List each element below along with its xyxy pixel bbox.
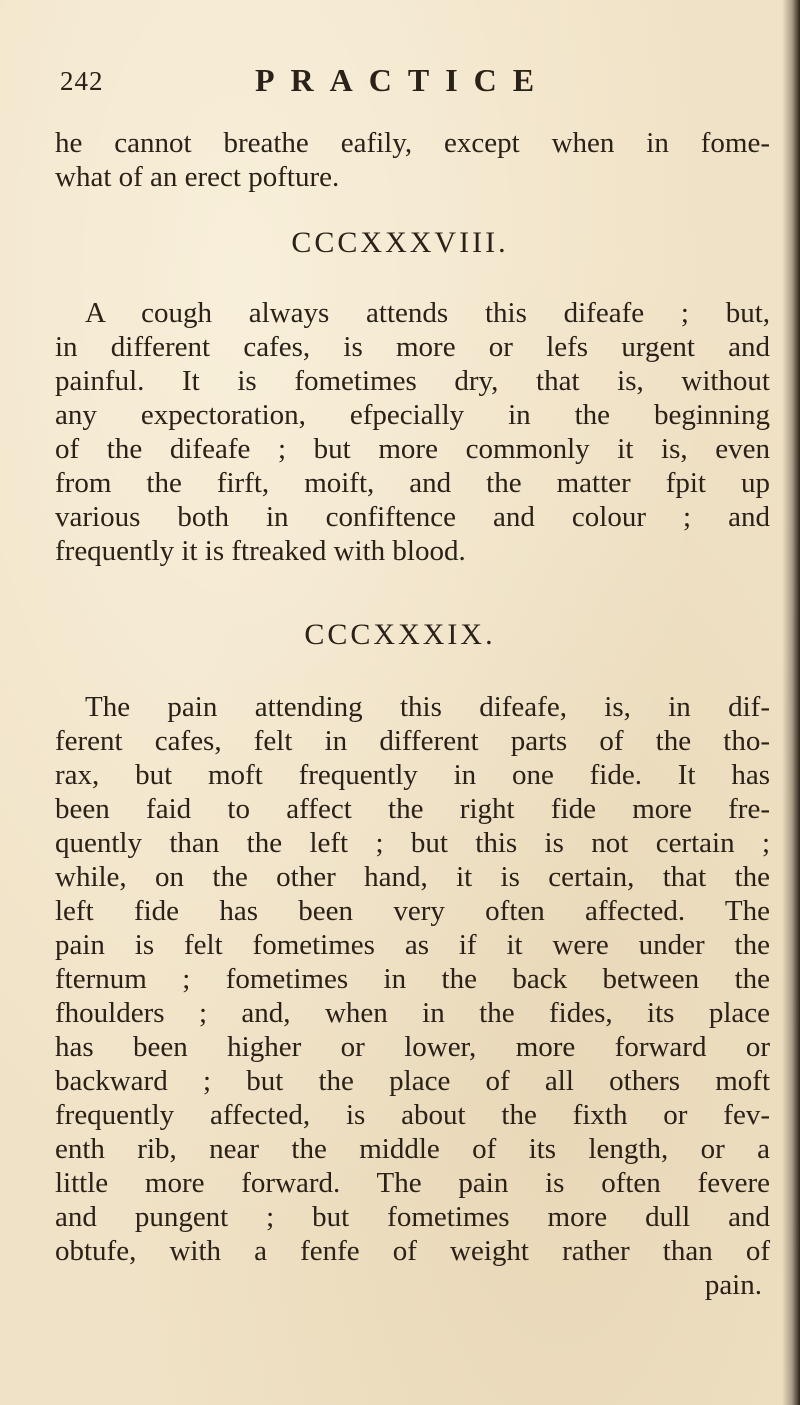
section-heading-cccxxxviii: CCCXXXVIII. xyxy=(291,226,509,259)
text-line: he cannot breathe eafily, except when in fome- xyxy=(55,127,770,159)
text-line: various both in confiftence and colour ; and xyxy=(55,501,770,533)
text-line: The pain attending this difeafe, is, in dif- xyxy=(85,691,770,723)
text-line: any expectoration, efpecially in the beginning xyxy=(55,399,770,431)
page-edge-shadow xyxy=(782,0,800,1405)
text-line: in different cafes, is more or lefs urgent and xyxy=(55,331,770,363)
text-line: frequently affected, is about the fixth or fev- xyxy=(55,1099,770,1131)
text-line: rax, but moft frequently in one fide. It has xyxy=(55,759,770,791)
text-line: ferent cafes, felt in different parts of the tho- xyxy=(55,725,770,757)
text-line: what of an erect pofture. xyxy=(55,161,340,193)
text-line: has been higher or lower, more forward or xyxy=(55,1031,770,1063)
paragraph-cccxxxix xyxy=(55,690,770,1302)
text-line: little more forward. The pain is often fevere xyxy=(55,1167,770,1199)
running-head: PRACTICE xyxy=(255,62,551,98)
catchword: pain. xyxy=(704,1269,762,1301)
intro-paragraph xyxy=(55,126,770,194)
text-line: painful. It is fometimes dry, that is, without xyxy=(55,365,770,397)
text-line: fternum ; fometimes in the back between the xyxy=(55,963,770,995)
text-line: pain is felt fometimes as if it were under the xyxy=(55,929,770,961)
text-line: quently than the left ; but this is not certain ; xyxy=(55,827,770,859)
text-line: fhoulders ; and, when in the fides, its place xyxy=(55,997,770,1029)
text-line: A cough always attends this difeafe ; but, xyxy=(85,297,770,329)
text-line: from the firft, moift, and the matter fpit up xyxy=(55,467,770,499)
text-line: of the difeafe ; but more commonly it is, even xyxy=(55,433,770,465)
section-heading-cccxxxix: CCCXXXIX. xyxy=(304,618,496,651)
text-line: frequently it is ftreaked with blood. xyxy=(55,535,466,567)
text-line: and pungent ; but fometimes more dull and xyxy=(55,1201,770,1233)
text-line: while, on the other hand, it is certain, that the xyxy=(55,861,770,893)
text-line: backward ; but the place of all others moft xyxy=(55,1065,770,1097)
text-line: been faid to affect the right fide more fre- xyxy=(55,793,770,825)
page-number: 242 xyxy=(60,66,104,96)
text-line: left fide has been very often affected. The xyxy=(55,895,770,927)
paragraph-cccxxxviii xyxy=(55,296,770,568)
text-line: obtufe, with a fenfe of weight rather than of xyxy=(55,1235,770,1267)
page-header xyxy=(60,62,620,102)
text-line: enth rib, near the middle of its length, or a xyxy=(55,1133,770,1165)
